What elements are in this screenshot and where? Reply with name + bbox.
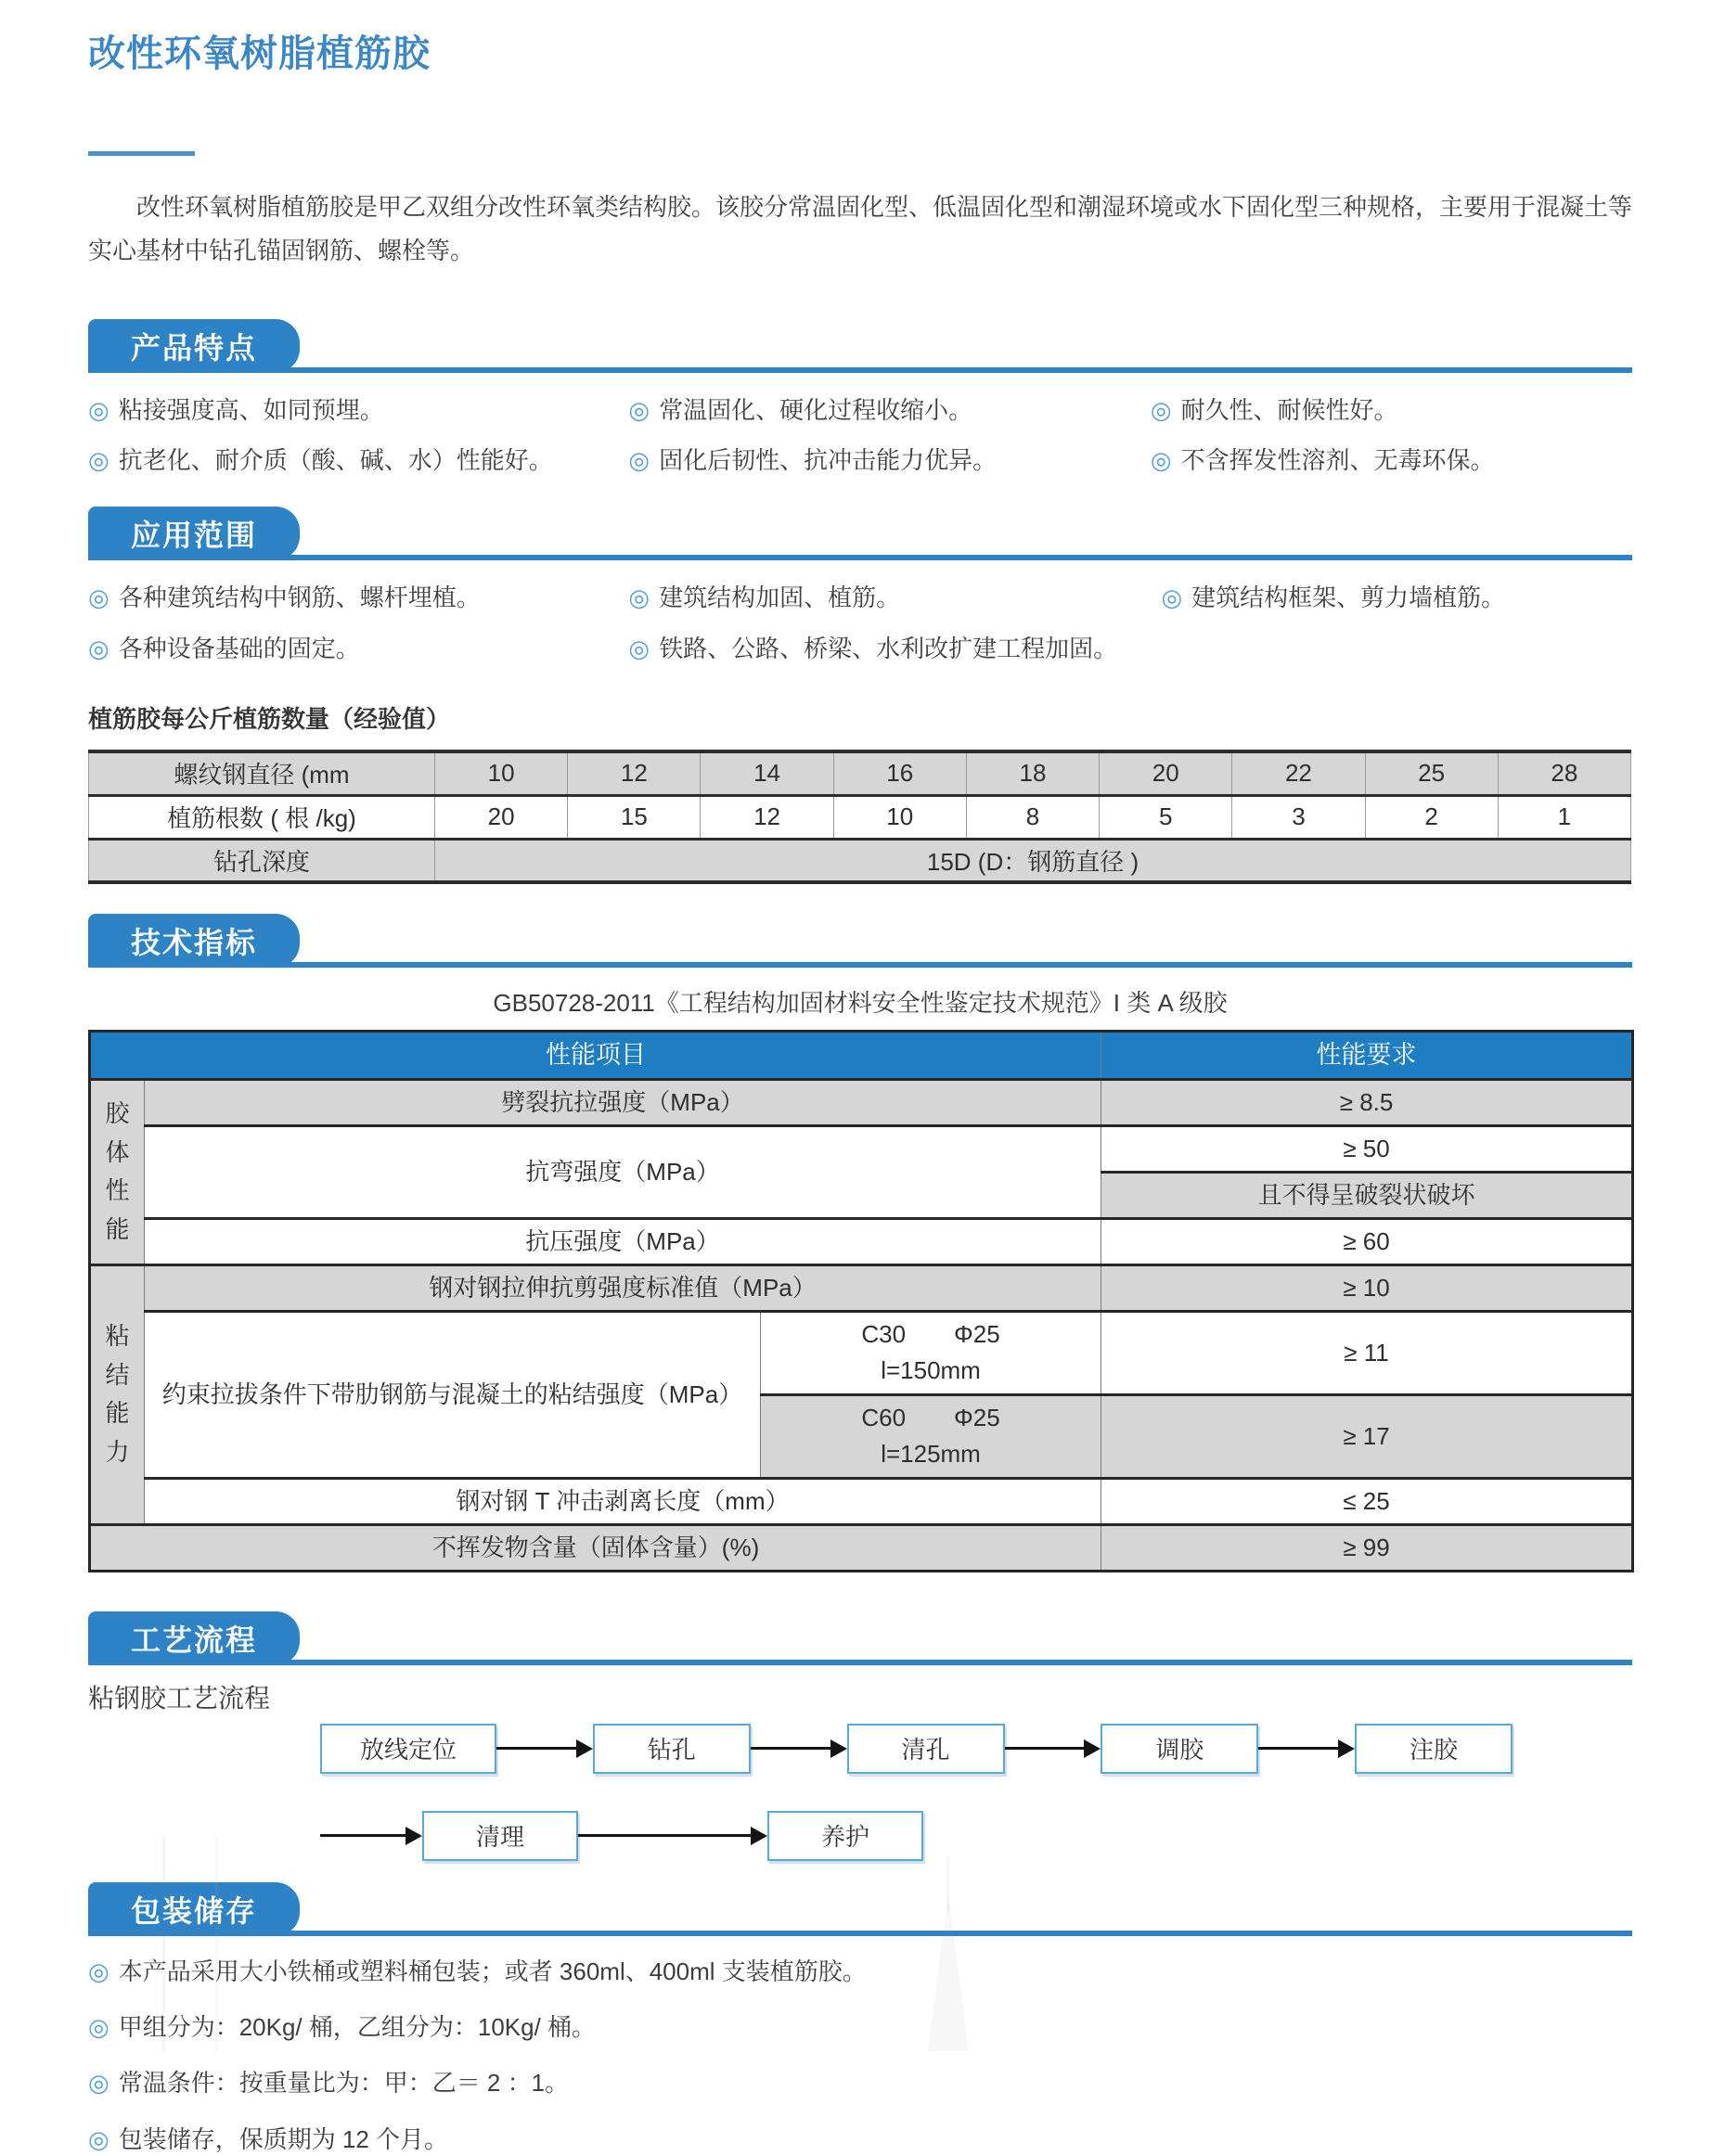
cell: 5 <box>1100 795 1232 839</box>
group-header: 胶体性能 <box>90 1079 145 1264</box>
section-header-features <box>88 317 1632 373</box>
list-item <box>88 2123 1632 2156</box>
cell: 10 <box>435 751 568 795</box>
table-row <box>90 1478 1633 1524</box>
bullet-icon: ◎ <box>1150 445 1172 474</box>
section-header-packaging <box>88 1880 1632 1936</box>
arrow-right-icon <box>320 1827 422 1845</box>
bullet-icon: ◎ <box>628 634 650 662</box>
features-list <box>88 393 1632 478</box>
cell: ≥ 8.5 <box>1101 1079 1633 1125</box>
arrow-right-icon <box>496 1739 593 1758</box>
table-row <box>90 1032 1633 1080</box>
list-item-text: 耐久性、耐候性好。 <box>1180 395 1398 424</box>
condition-line: C30 Φ25 <box>861 1320 1000 1349</box>
cell: 1 <box>1498 795 1630 839</box>
column-header: 性能项目 <box>90 1032 1101 1080</box>
arrow-right-icon <box>1258 1739 1355 1758</box>
packaging-list <box>88 1955 1632 2156</box>
list-item-text: 常温固化、硬化过程收缩小。 <box>659 395 973 424</box>
flow-step: 注胶 <box>1355 1724 1513 1774</box>
bullet-icon: ◎ <box>628 445 650 474</box>
page-title: 改性环氧树脂植筋胶 <box>88 33 431 74</box>
bullet-icon: ◎ <box>88 2013 109 2042</box>
cell: 钢对钢 T 冲击剥离长度（mm） <box>145 1478 1101 1524</box>
cell: ≥ 60 <box>1101 1218 1633 1264</box>
bullet-icon: ◎ <box>1150 395 1172 424</box>
bullet-icon: ◎ <box>628 395 650 424</box>
cell: 12 <box>568 751 701 795</box>
arrow-right-icon <box>751 1739 847 1758</box>
cell: 20 <box>1100 751 1232 795</box>
section-tab: 应用范围 <box>88 507 300 560</box>
arrow-right-icon <box>578 1827 767 1845</box>
list-item-text: 包装储存，保质期为 12 个月。 <box>118 2124 449 2153</box>
flow-step: 钻孔 <box>593 1724 751 1774</box>
list-item <box>1161 581 1632 614</box>
cell: 14 <box>701 751 833 795</box>
cell: ≥ 50 <box>1101 1125 1633 1172</box>
list-item-text: 粘接强度高、如同预埋。 <box>118 395 384 424</box>
title-underline <box>88 151 195 156</box>
condition-line: C60 Φ25 <box>861 1404 1000 1432</box>
cell: 16 <box>833 751 966 795</box>
bullet-icon: ◎ <box>628 584 650 612</box>
list-item <box>88 393 628 427</box>
cell: 抗压强度（MPa） <box>145 1218 1101 1264</box>
list-item <box>1151 443 1632 477</box>
cell: 约束拉拔条件下带肋钢筋与混凝土的粘结强度（MPa） <box>145 1311 761 1478</box>
section-header-process <box>88 1610 1632 1665</box>
row-header: 螺纹钢直径 (mm <box>89 751 435 795</box>
flow-step: 清理 <box>422 1811 578 1861</box>
cell: 22 <box>1232 751 1365 795</box>
cell: 18 <box>966 751 1099 795</box>
list-item <box>88 632 628 665</box>
table-row <box>90 1079 1633 1125</box>
table-row <box>90 1311 1633 1394</box>
list-item <box>88 581 628 614</box>
table-row <box>90 1524 1633 1571</box>
cell: 且不得呈破裂状破坏 <box>1101 1172 1633 1218</box>
list-item <box>628 581 1161 614</box>
process-subtitle: 粘钢胶工艺流程 <box>88 1683 271 1713</box>
list-item-text: 各种设备基础的固定。 <box>118 634 360 662</box>
flow-step: 放线定位 <box>320 1724 496 1774</box>
section-rule <box>88 962 1632 968</box>
list-item <box>628 443 1150 477</box>
list-item <box>88 2010 1632 2044</box>
table-row <box>90 1125 1633 1172</box>
bullet-icon: ◎ <box>88 445 109 474</box>
cell: 钢对钢拉伸抗剪强度标准值（MPa） <box>145 1264 1101 1311</box>
section-tab: 技术指标 <box>88 914 300 968</box>
arrow-right-icon <box>1005 1739 1101 1758</box>
cell <box>761 1394 1101 1478</box>
cell: 劈裂抗拉强度（MPa） <box>145 1079 1101 1125</box>
list-item-text: 抗老化、耐介质（酸、碱、水）性能好。 <box>118 445 553 474</box>
bullet-icon: ◎ <box>88 395 109 424</box>
cell: ≥ 17 <box>1101 1394 1633 1478</box>
bullet-icon: ◎ <box>88 634 109 662</box>
section-rule <box>88 1660 1632 1665</box>
list-item <box>88 1955 1632 1988</box>
flow-step: 清孔 <box>847 1724 1005 1774</box>
group-header: 粘结能力 <box>90 1264 145 1524</box>
section-header-applications <box>88 505 1632 560</box>
bullet-icon: ◎ <box>88 2069 109 2098</box>
intro-paragraph: 改性环氧树脂植筋胶是甲乙双组分改性环氧类结构胶。该胶分常温固化型、低温固化型和潮湿环境或水下固化型三种规格，主要用于混凝土等实心基材中钻孔锚固钢筋、螺栓等。 <box>88 193 1633 264</box>
cell: 28 <box>1498 751 1630 795</box>
table-row <box>90 1264 1633 1311</box>
list-item-text: 甲组分为：20Kg/ 桶，乙组分为：10Kg/ 桶。 <box>118 2013 597 2042</box>
list-item-text: 本产品采用大小铁桶或塑料桶包装；或者 360ml、400ml 支装植筋胶。 <box>118 1957 867 1985</box>
list-item <box>1151 393 1632 427</box>
table-row <box>89 795 1631 839</box>
table-row <box>90 1218 1633 1264</box>
cell: 2 <box>1365 795 1498 839</box>
cell: 不挥发物含量（固体含量）(%) <box>90 1524 1101 1571</box>
cell: 25 <box>1365 751 1498 795</box>
flow-step: 调胶 <box>1101 1724 1258 1774</box>
bullet-icon: ◎ <box>1161 584 1183 612</box>
list-item-text: 建筑结构框架、剪力墙植筋。 <box>1191 584 1506 612</box>
list-item <box>628 632 1161 665</box>
row-header: 钻孔深度 <box>89 839 435 882</box>
flow-step: 养护 <box>767 1811 923 1861</box>
cell: ≥ 10 <box>1101 1264 1633 1311</box>
column-header: 性能要求 <box>1101 1032 1633 1080</box>
section-tab: 产品特点 <box>88 319 300 373</box>
table-row <box>89 839 1631 882</box>
list-item <box>628 393 1150 427</box>
rebar-count-table <box>88 750 1631 884</box>
cell: 20 <box>435 795 568 839</box>
bullet-icon: ◎ <box>88 1957 109 1985</box>
cell: 8 <box>966 795 1099 839</box>
cell: ≥ 99 <box>1101 1524 1633 1571</box>
bullet-icon: ◎ <box>88 584 109 612</box>
spec-table-caption: GB50728-2011《工程结构加固材料安全性鉴定技术规范》I 类 A 级胶 <box>493 989 1228 1018</box>
cell: 15 <box>568 795 701 839</box>
cell: 10 <box>833 795 966 839</box>
section-tab: 工艺流程 <box>88 1611 300 1665</box>
cell: ≤ 25 <box>1101 1478 1633 1524</box>
list-item-text: 固化后韧性、抗冲击能力优异。 <box>659 445 998 474</box>
table-row <box>89 751 1631 795</box>
cell: 12 <box>701 795 833 839</box>
spec-table <box>88 1030 1634 1572</box>
list-item <box>88 443 628 477</box>
section-rule <box>88 555 1632 560</box>
applications-list <box>88 581 1632 665</box>
list-item-text: 铁路、公路、桥梁、水利改扩建工程加固。 <box>659 634 1118 662</box>
list-item-text: 常温条件：按重量比为：甲：乙＝ 2 ：1。 <box>118 2069 570 2098</box>
condition-line: l=150mm <box>881 1356 981 1385</box>
list-item <box>88 2066 1632 2099</box>
list-item-text: 建筑结构加固、植筋。 <box>659 584 901 612</box>
process-flow-row-1 <box>320 1723 1513 1775</box>
section-rule <box>88 367 1632 373</box>
row-header: 植筋根数 ( 根 /kg) <box>89 795 435 839</box>
list-item-text: 各种建筑结构中钢筋、螺杆埋植。 <box>118 584 481 612</box>
cell: ≥ 11 <box>1101 1311 1633 1394</box>
section-tab: 包装储存 <box>88 1882 300 1936</box>
cell: 3 <box>1232 795 1365 839</box>
process-flow-row-2 <box>320 1810 923 1862</box>
section-rule <box>88 1931 1632 1936</box>
section-header-specs <box>88 912 1632 968</box>
list-item-text: 不含挥发性溶剂、无毒环保。 <box>1180 445 1495 474</box>
condition-line: l=125mm <box>881 1440 981 1469</box>
cell: 15D (D：钢筋直径 ) <box>435 839 1631 882</box>
rebar-table-title: 植筋胶每公斤植筋数量（经验值） <box>88 705 451 734</box>
cell <box>761 1311 1101 1394</box>
bullet-icon: ◎ <box>88 2124 109 2153</box>
cell: 抗弯强度（MPa） <box>145 1125 1101 1218</box>
